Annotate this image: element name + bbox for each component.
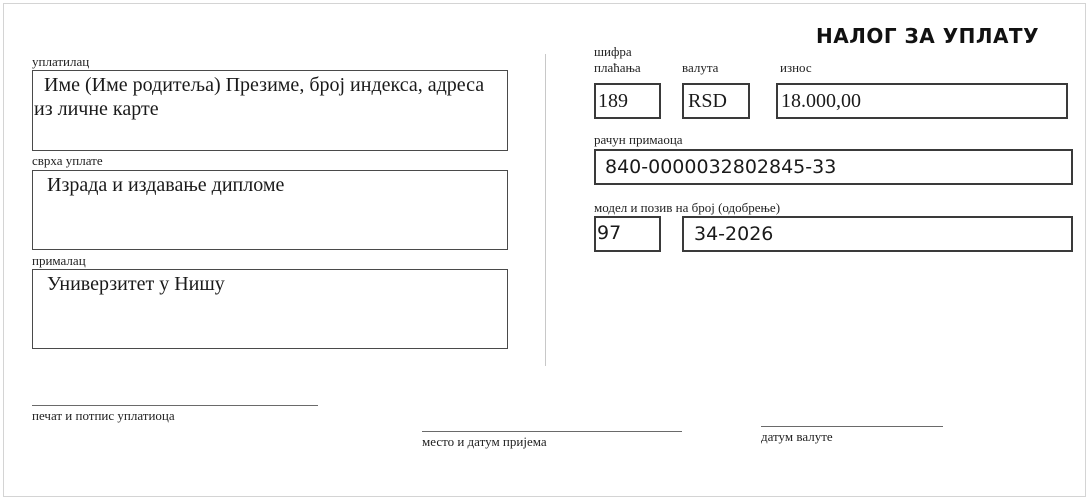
payment-code-field[interactable] bbox=[594, 83, 661, 119]
reference-number-field[interactable] bbox=[682, 216, 1073, 252]
reference-number-value: 34-2026 bbox=[694, 223, 774, 245]
purpose-label: сврха уплате bbox=[32, 153, 103, 168]
purpose-value: Израда и издавање дипломе bbox=[47, 174, 285, 196]
purpose-field[interactable] bbox=[32, 170, 508, 250]
payment-order-form bbox=[3, 3, 1086, 497]
recipient-account-value: 840-0000032802845-33 bbox=[605, 156, 837, 178]
value-date-line bbox=[761, 426, 943, 427]
payer-field[interactable] bbox=[32, 70, 508, 151]
reference-label: модел и позив на број (одобрење) bbox=[594, 200, 781, 215]
currency-label: валута bbox=[682, 60, 719, 75]
currency-value: RSD bbox=[688, 90, 727, 112]
place-date-label: место и датум пријема bbox=[422, 434, 547, 449]
recipient-account-label: рачун примаоца bbox=[594, 132, 683, 147]
amount-value: 18.000,00 bbox=[781, 90, 861, 112]
reference-model-field[interactable] bbox=[594, 216, 661, 252]
payment-code-value: 189 bbox=[598, 90, 628, 112]
column-divider bbox=[545, 54, 546, 366]
payer-signature-label: печат и потпис уплатиоца bbox=[32, 408, 175, 423]
recipient-account-field[interactable] bbox=[594, 149, 1073, 185]
payment-code-label: шифра плаћања bbox=[594, 44, 641, 75]
payer-value: Име (Име родитеља) Презиме, број индекса, адреса из личне карте bbox=[34, 74, 490, 120]
form-title: НАЛОГ ЗА УПЛАТУ bbox=[816, 24, 1039, 48]
value-date-label: датум валуте bbox=[761, 429, 833, 444]
payer-label: уплатилац bbox=[32, 54, 90, 69]
payer-signature-line bbox=[32, 405, 318, 406]
amount-field[interactable] bbox=[776, 83, 1068, 119]
place-date-line bbox=[422, 431, 682, 432]
amount-label: износ bbox=[780, 60, 812, 75]
recipient-value: Универзитет у Нишу bbox=[47, 273, 225, 295]
currency-field[interactable] bbox=[682, 83, 750, 119]
reference-model-value: 97 bbox=[597, 222, 622, 244]
recipient-field[interactable] bbox=[32, 269, 508, 349]
recipient-label: прималац bbox=[32, 253, 86, 268]
